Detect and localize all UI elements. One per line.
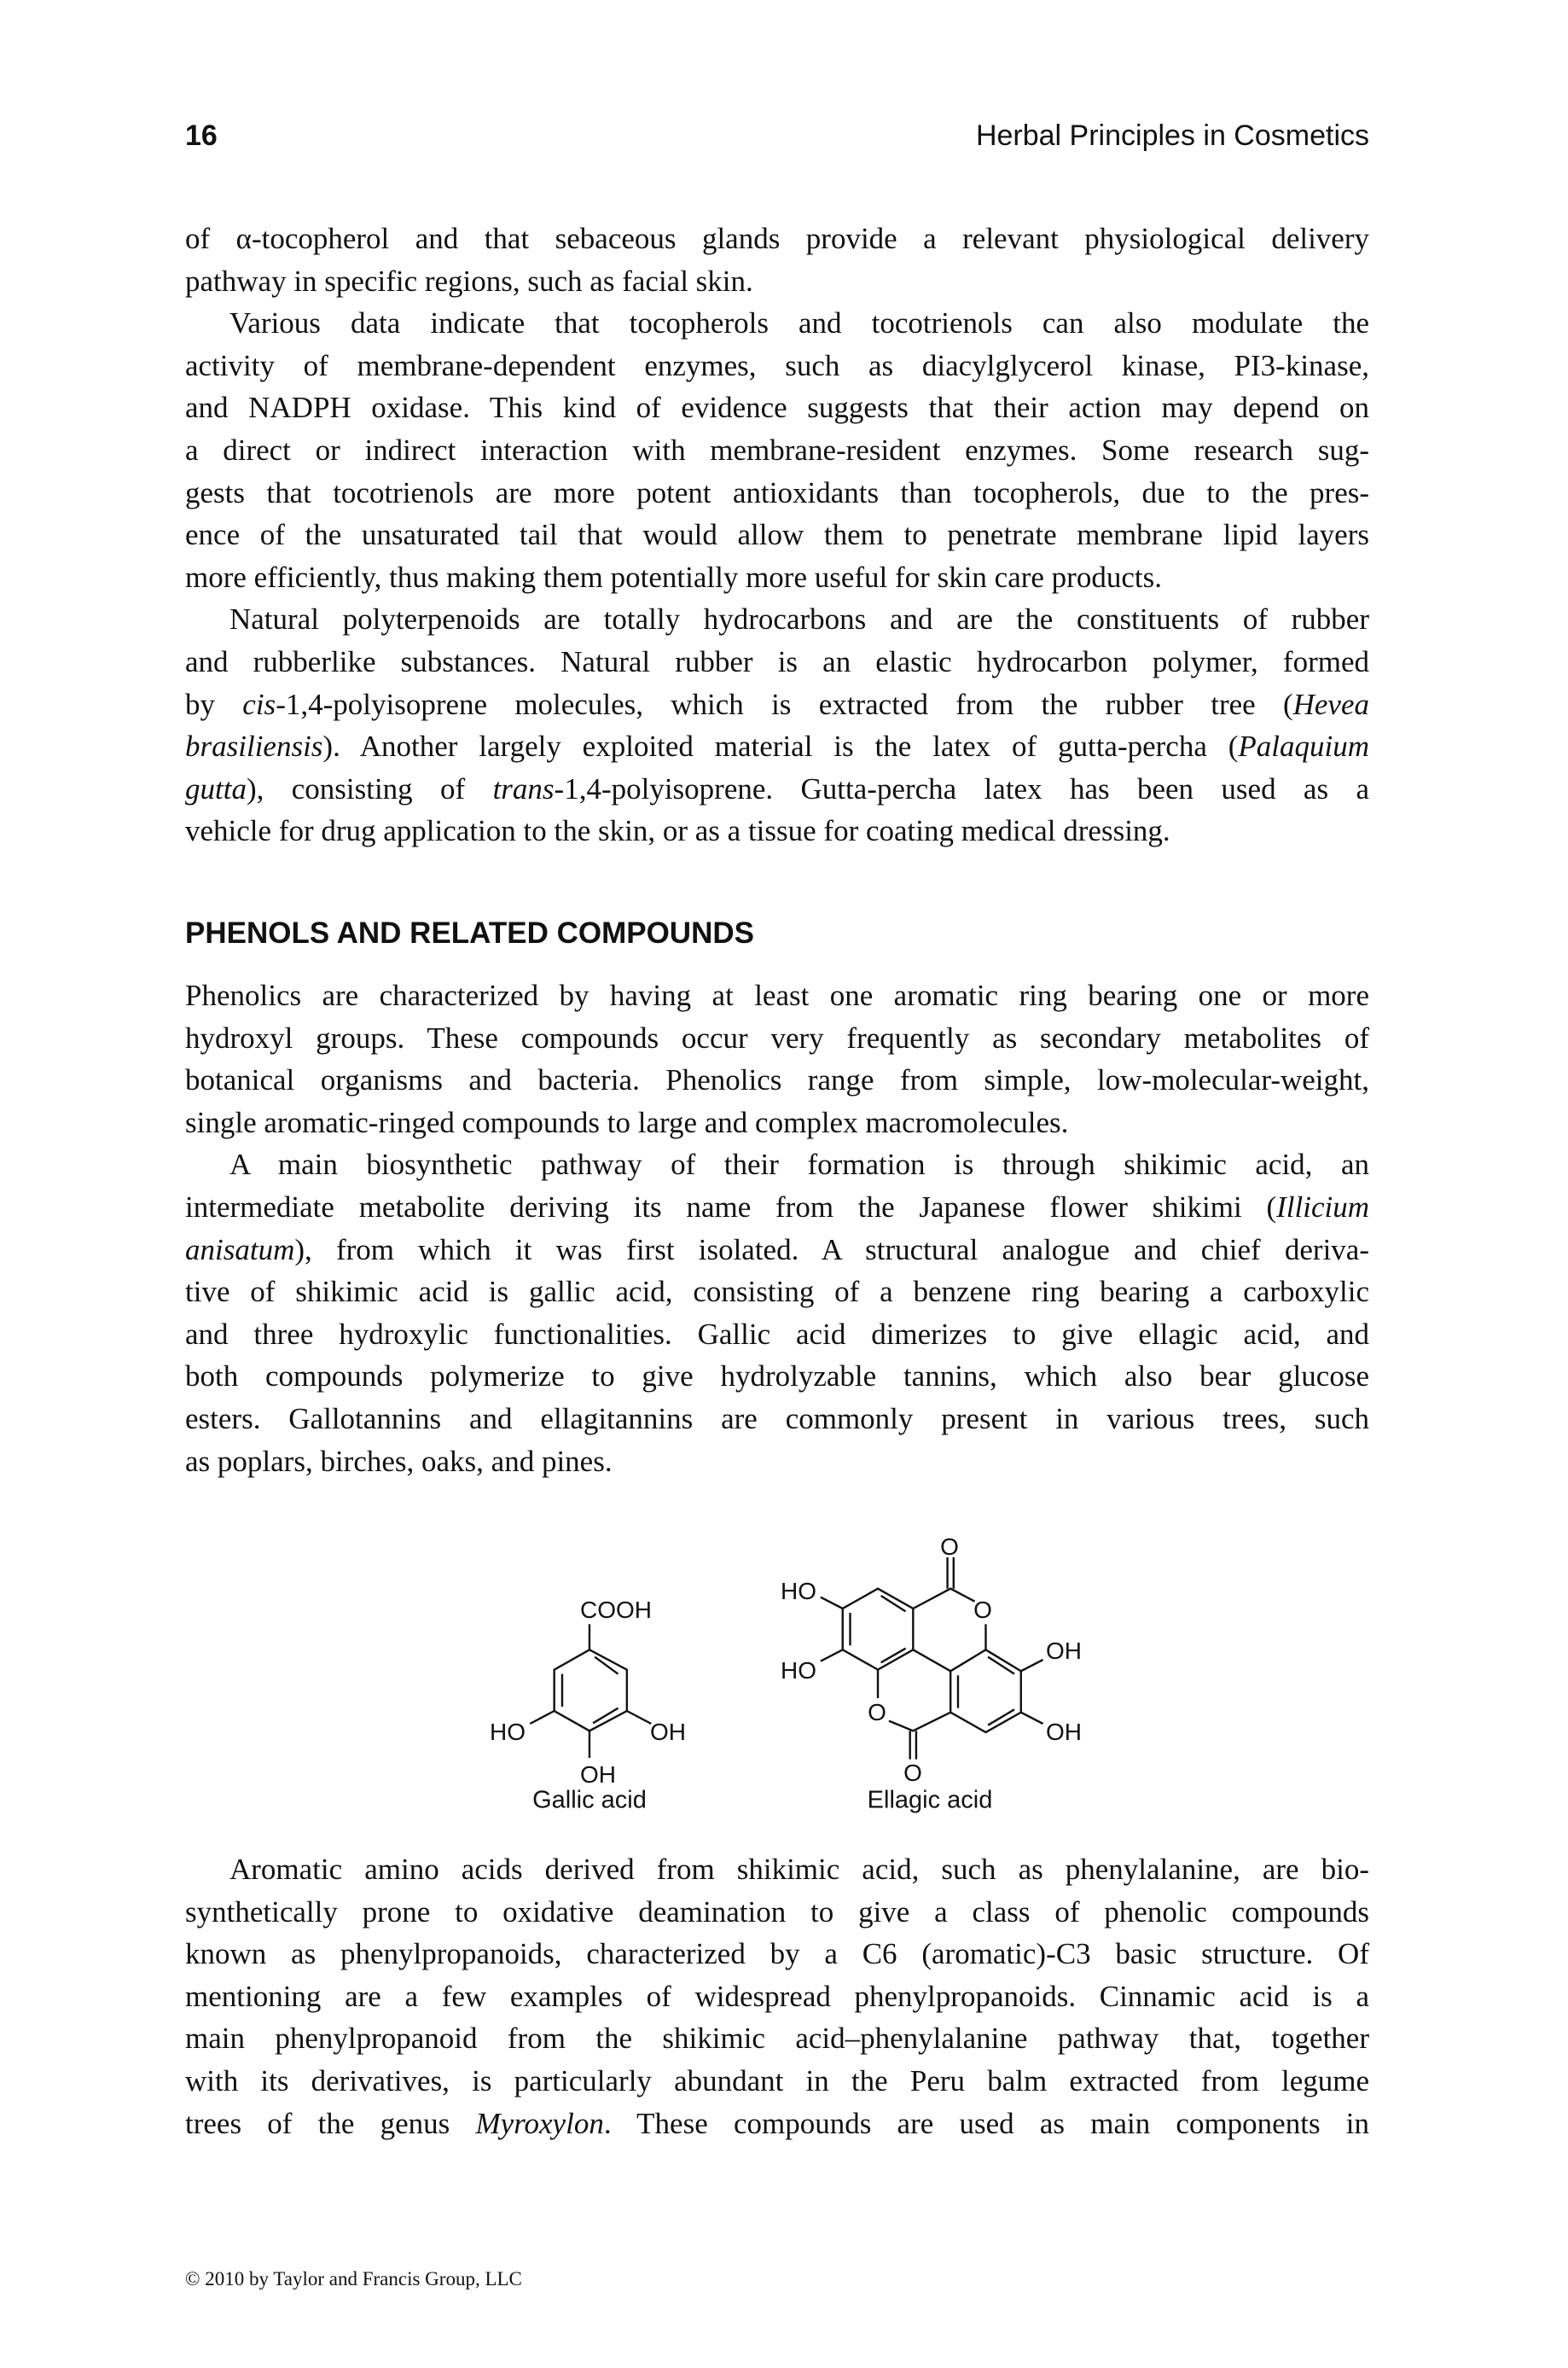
text-segment: Phenolics are characterized by having at least one aromatic ring bearing one or more bbox=[185, 979, 1369, 1012]
text-segment: by bbox=[185, 687, 243, 721]
italic-term: Palaquium bbox=[1238, 730, 1369, 764]
italic-term: trans bbox=[492, 771, 555, 806]
text-segment: as poplars, birches, oaks, and pines. bbox=[185, 1444, 613, 1478]
text-line bbox=[185, 302, 1369, 345]
text-segment: ence of the unsaturated tail that would allow them to penetrate membrane lipid layers bbox=[185, 518, 1369, 552]
text-segment: Natural polyterpenoids are totally hydrocarbons and are the constituents of rubber bbox=[229, 602, 1369, 637]
body-text-block-1 bbox=[185, 218, 1369, 852]
text-segment: with its derivatives, is particularly abundant in the Peru balm extracted from legume bbox=[185, 2063, 1369, 2097]
text-line bbox=[185, 2017, 1369, 2060]
section-heading: PHENOLS AND RELATED COMPOUNDS bbox=[185, 916, 754, 950]
text-segment: synthetically prone to oxidative deamination to give a class of phenolic compounds bbox=[185, 1894, 1369, 1929]
text-line bbox=[185, 684, 1369, 726]
text-segment: and three hydroxylic functionalities. Gallic acid dimerizes to give ellagic acid, and bbox=[185, 1317, 1369, 1351]
text-line bbox=[185, 725, 1369, 768]
ellagic-acid-caption: Ellagic acid bbox=[867, 1786, 993, 1814]
running-title: Herbal Principles in Cosmetics bbox=[975, 119, 1369, 152]
text-segment: ), from which it was first isolated. A structural analogue and chief deriva- bbox=[294, 1232, 1369, 1266]
text-line bbox=[185, 1186, 1369, 1229]
text-line bbox=[185, 472, 1369, 515]
ellagic-ho-lower-label: HO bbox=[781, 1657, 816, 1684]
text-segment: both compounds polymerize to give hydrolyzable tannins, which also bear glucose bbox=[185, 1359, 1369, 1393]
text-line bbox=[185, 810, 1369, 852]
text-line bbox=[185, 641, 1369, 684]
page-number: 16 bbox=[185, 119, 218, 152]
text-line bbox=[185, 345, 1369, 387]
text-line bbox=[185, 556, 1369, 599]
text-segment: mentioning are a few examples of widespread phenylpropanoids. Cinnamic acid is a bbox=[185, 1979, 1369, 2013]
text-line bbox=[185, 1017, 1369, 1060]
structure-bonds bbox=[427, 1502, 1109, 1826]
text-line bbox=[185, 1102, 1369, 1144]
text-segment: ). Another largely exploited material is the latex of gutta-percha ( bbox=[322, 730, 1239, 764]
text-segment: pathway in specific regions, such as facial skin. bbox=[185, 264, 753, 298]
text-line bbox=[185, 1440, 1369, 1483]
text-line bbox=[185, 387, 1369, 429]
ellagic-oh-upper-label: OH bbox=[1046, 1638, 1082, 1664]
text-line bbox=[185, 768, 1369, 811]
italic-term: Hevea bbox=[1292, 687, 1370, 721]
gallic-acid-caption: Gallic acid bbox=[532, 1786, 647, 1814]
gallic-acid-structure bbox=[530, 1624, 651, 1758]
body-text-block-2 bbox=[185, 975, 1369, 1482]
paragraph bbox=[185, 218, 1369, 302]
text-line bbox=[185, 514, 1369, 556]
text-line bbox=[185, 1059, 1369, 1102]
ellagic-oh-lower-label: OH bbox=[1046, 1719, 1082, 1745]
ellagic-ho-upper-label: HO bbox=[781, 1578, 816, 1604]
italic-term: gutta bbox=[185, 771, 247, 806]
text-line bbox=[185, 1848, 1369, 1891]
text-segment: activity of membrane-dependent enzymes, such as diacylglycerol kinase, PI3-kinase, bbox=[185, 348, 1369, 382]
text-segment: hydroxyl groups. These compounds occur very frequently as secondary metabolites of bbox=[185, 1021, 1369, 1055]
text-segment: Aromatic amino acids derived from shikimic acid, such as phenylalanine, are bio- bbox=[229, 1853, 1369, 1886]
text-line bbox=[185, 1271, 1369, 1313]
text-segment: known as phenylpropanoids, characterized by a C6 (aromatic)-C3 basic structure. Of bbox=[185, 1937, 1369, 1971]
ellagic-o-top-label: O bbox=[940, 1533, 959, 1560]
text-line bbox=[185, 2060, 1369, 2103]
text-segment: of α-tocopherol and that sebaceous glands provide a relevant physiological delivery bbox=[185, 222, 1369, 255]
text-line bbox=[185, 1229, 1369, 1271]
text-line bbox=[185, 1891, 1369, 1934]
gallic-oh-right-label: OH bbox=[650, 1719, 686, 1745]
text-line bbox=[185, 1355, 1369, 1398]
copyright-footer: © 2010 by Taylor and Francis Group, LLC bbox=[185, 2268, 522, 2289]
text-segment: botanical organisms and bacteria. Phenolics range from simple, low-molecular-weight, bbox=[185, 1063, 1369, 1097]
ellagic-acid-structure bbox=[821, 1557, 1043, 1760]
body-text-block-3 bbox=[185, 1848, 1369, 2144]
italic-term: cis bbox=[242, 687, 276, 721]
paragraph bbox=[185, 302, 1369, 598]
text-line bbox=[185, 260, 1369, 303]
text-segment: intermediate metabolite deriving its name from the Japanese flower shikimi ( bbox=[185, 1190, 1277, 1224]
text-line bbox=[185, 1313, 1369, 1356]
text-line bbox=[185, 598, 1369, 641]
ellagic-o-ring-lower-label: O bbox=[868, 1699, 886, 1725]
chemical-structures-figure bbox=[427, 1502, 1109, 1826]
text-segment: esters. Gallotannins and ellagitannins are commonly present in various trees, such bbox=[185, 1401, 1369, 1435]
text-segment: -1,4-polyisoprene. Gutta-percha latex has been used as a bbox=[554, 771, 1369, 806]
text-segment: A main biosynthetic pathway of their formation is through shikimic acid, an bbox=[229, 1148, 1369, 1182]
text-segment: and NADPH oxidase. This kind of evidence suggests that their action may depend on bbox=[185, 391, 1369, 425]
text-segment: vehicle for drug application to the skin, or as a tissue for coating medical dressing. bbox=[185, 814, 1170, 848]
text-segment: . These compounds are used as main components in bbox=[603, 2106, 1370, 2140]
text-line bbox=[185, 2103, 1369, 2145]
text-line bbox=[185, 975, 1369, 1017]
text-segment: gests that tocotrienols are more potent antioxidants than tocopherols, due to the pres- bbox=[185, 475, 1369, 509]
text-segment: tive of shikimic acid is gallic acid, consisting of a benzene ring bearing a carboxylic bbox=[185, 1275, 1369, 1309]
text-line bbox=[185, 218, 1369, 260]
text-line bbox=[185, 1143, 1369, 1186]
paragraph bbox=[185, 975, 1369, 1143]
text-line bbox=[185, 1975, 1369, 2018]
paragraph bbox=[185, 598, 1369, 852]
paragraph bbox=[185, 1143, 1369, 1482]
text-segment: trees of the genus bbox=[185, 2106, 476, 2140]
text-segment: a direct or indirect interaction with membrane-resident enzymes. Some research sug- bbox=[185, 433, 1369, 467]
ellagic-o-ring-upper-label: O bbox=[973, 1597, 992, 1623]
italic-term: Illicium bbox=[1276, 1190, 1369, 1224]
paragraph bbox=[185, 1848, 1369, 2144]
text-segment: ), consisting of bbox=[246, 771, 493, 806]
ellagic-o-bottom-label: O bbox=[903, 1760, 922, 1786]
italic-term: anisatum bbox=[185, 1232, 295, 1266]
text-segment: more efficiently, thus making them potentially more useful for skin care products. bbox=[185, 560, 1162, 594]
gallic-ho-label: HO bbox=[490, 1719, 526, 1745]
text-line bbox=[185, 429, 1369, 472]
text-line bbox=[185, 1933, 1369, 1975]
italic-term: Myroxylon bbox=[475, 2106, 604, 2140]
italic-term: brasiliensis bbox=[185, 730, 323, 764]
text-segment: and rubberlike substances. Natural rubber is an elastic hydrocarbon polymer, formed bbox=[185, 644, 1369, 678]
text-segment: single aromatic-ringed compounds to large and complex macromolecules. bbox=[185, 1105, 1069, 1139]
text-segment: -1,4-polyisoprene molecules, which is extracted from the rubber tree ( bbox=[276, 687, 1293, 721]
text-segment: main phenylpropanoid from the shikimic acid–phenylalanine pathway that, together bbox=[185, 2022, 1369, 2056]
gallic-cooh-label: COOH bbox=[580, 1597, 652, 1623]
text-line bbox=[185, 1398, 1369, 1440]
gallic-oh-bottom-label: OH bbox=[580, 1761, 616, 1788]
text-segment: Various data indicate that tocopherols and tocotrienols can also modulate the bbox=[229, 306, 1369, 340]
